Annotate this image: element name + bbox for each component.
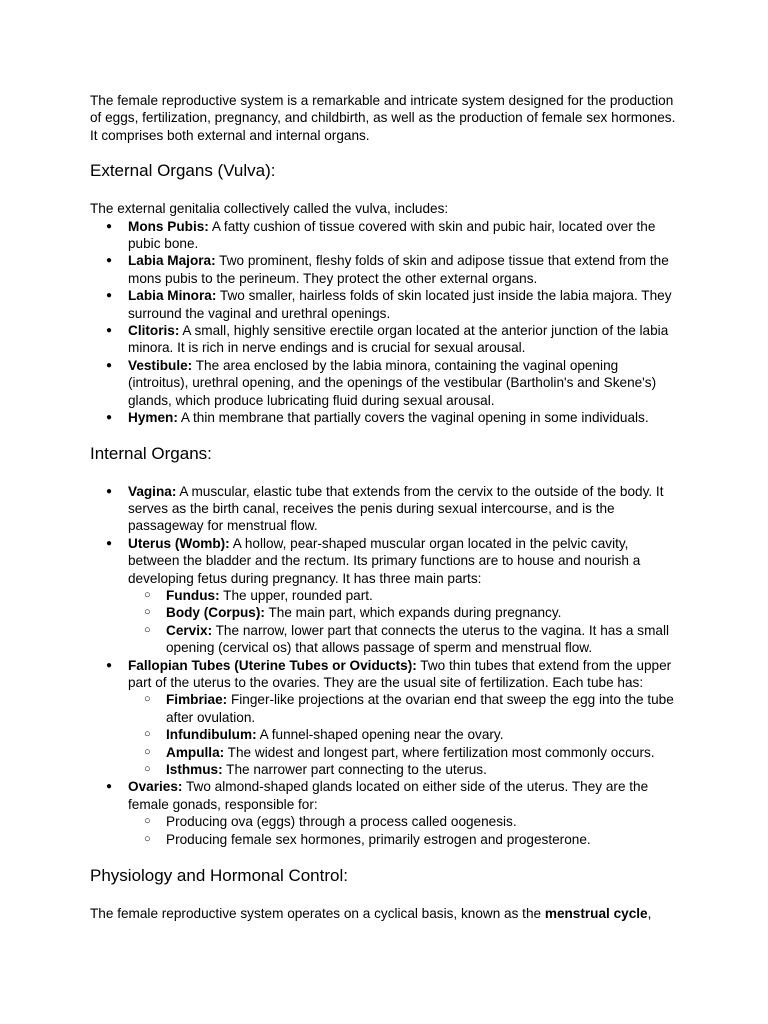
description: The upper, rounded part.: [219, 587, 373, 603]
physiology-text: The female reproductive system operates on a cyclical basis, known as the: [90, 906, 545, 922]
sub-list-item: [166, 831, 682, 848]
physiology-heading: Physiology and Hormonal Control:: [90, 866, 348, 886]
description: The narrow, lower part that connects the uterus to the vagina. It has a small opening (cervical os) that allows passage of sperm and menstrual flow.: [166, 622, 669, 656]
term: Vagina:: [128, 483, 177, 499]
sub-list-item: [166, 691, 682, 726]
term: Infundibulum:: [166, 727, 257, 743]
term: Labia Majora:: [128, 253, 216, 269]
physiology-text-end: ,: [647, 906, 652, 922]
description: A fatty cushion of tissue covered with skin and pubic hair, located over the pubic bone.: [128, 218, 656, 252]
sub-list-item: [166, 744, 682, 761]
sub-list-item: [166, 587, 682, 604]
term: Cervix:: [166, 622, 213, 638]
description: A muscular, elastic tube that extends from the cervix to the outside of the body. It serves as the birth canal, receives the penis during sexual intercourse, and is the passageway for menstrual flow.: [128, 483, 664, 534]
description: Two prominent, fleshy folds of skin and adipose tissue that extend from the mons pubis to the perineum. They protect the other external organs.: [128, 253, 669, 286]
term: Body (Corpus):: [166, 605, 265, 621]
term: Fundus:: [166, 587, 220, 603]
term: Fallopian Tubes (Uterine Tubes or Oviducts):: [128, 657, 417, 673]
term: Labia Minora:: [128, 288, 217, 304]
external-organs-lead: The external genitalia collectively called the vulva, includes:: [90, 201, 449, 217]
description: A funnel-shaped opening near the ovary.: [256, 727, 504, 743]
description: A hollow, pear-shaped muscular organ located in the pelvic cavity, between the bladder and the rectum. Its primary functions are to house and nourish a developing fetus during pregnancy. It has three main parts:: [128, 535, 641, 586]
document-page: [90, 92, 682, 922]
sub-list-item: [166, 604, 682, 621]
physiology-paragraph: [90, 905, 682, 922]
sub-list-item: [166, 813, 682, 830]
term: Ampulla:: [166, 744, 225, 760]
description: Two almond-shaped glands located on either side of the uterus. They are the female gonads, responsible for:: [128, 779, 649, 812]
external-organs-list: [90, 218, 682, 427]
list-item: [128, 322, 682, 357]
fallopian-parts-list: [128, 691, 682, 778]
description: The widest and longest part, where fertilization most commonly occurs.: [224, 744, 655, 760]
description: Producing ova (eggs) through a process called oogenesis.: [166, 814, 517, 830]
menstrual-cycle-term: menstrual cycle: [544, 906, 648, 922]
term: Clitoris:: [128, 323, 180, 339]
list-item: [128, 287, 682, 322]
description: Producing female sex hormones, primarily estrogen and progesterone.: [166, 831, 591, 847]
description: The main part, which expands during pregnancy.: [264, 605, 562, 621]
description: A small, highly sensitive erectile organ located at the anterior junction of the labia minora. It is rich in nerve endings and is crucial for sexual arousal.: [128, 323, 669, 356]
sub-list-item: [166, 726, 682, 743]
internal-organs-heading: Internal Organs:: [90, 443, 212, 463]
term: Vestibule:: [128, 357, 193, 373]
list-item: [128, 657, 682, 779]
term: Mons Pubis:: [128, 218, 209, 234]
list-item: [128, 778, 682, 848]
description: The area enclosed by the labia minora, containing the vaginal opening (introitus), urethral opening, and the openings of the vestibular (Bartholin's and Skene's) glands, which produce lubricating fluid during sexual arousal.: [128, 357, 657, 408]
list-item: [128, 535, 682, 657]
list-item: [128, 218, 682, 253]
sub-list-item: [166, 622, 682, 657]
intro-paragraph: The female reproductive system is a remarkable and intricate system designed for the production of eggs, fertilization, pregnancy, and childbirth, as well as the production of female sex hormones. It comprises both external and internal organs.: [90, 93, 676, 143]
external-organs-heading: External Organs (Vulva):: [90, 161, 276, 181]
list-item: [128, 357, 682, 409]
sub-list-item: [166, 761, 682, 778]
term: Fimbriae:: [166, 692, 228, 708]
term: Isthmus:: [166, 762, 223, 777]
term: Ovaries:: [128, 779, 183, 795]
list-item: [128, 252, 682, 287]
ovaries-functions-list: [128, 813, 682, 848]
description: Finger-like projections at the ovarian end that sweep the egg into the tube after ovulation.: [166, 692, 674, 725]
term: Uterus (Womb):: [128, 535, 230, 551]
internal-organs-list: [90, 483, 682, 849]
list-item: [128, 483, 682, 535]
term: Hymen:: [128, 410, 178, 426]
description: Two thin tubes that extend from the upper part of the uterus to the ovaries. They are the usual site of fertilization. Each tube has:: [128, 657, 672, 690]
list-item: [128, 409, 682, 426]
uterus-parts-list: [128, 587, 682, 657]
description: Two smaller, hairless folds of skin located just inside the labia majora. They surround the vaginal and urethral openings.: [128, 288, 672, 321]
description: A thin membrane that partially covers the vaginal opening in some individuals.: [177, 410, 649, 426]
description: The narrower part connecting to the uterus.: [222, 762, 487, 777]
